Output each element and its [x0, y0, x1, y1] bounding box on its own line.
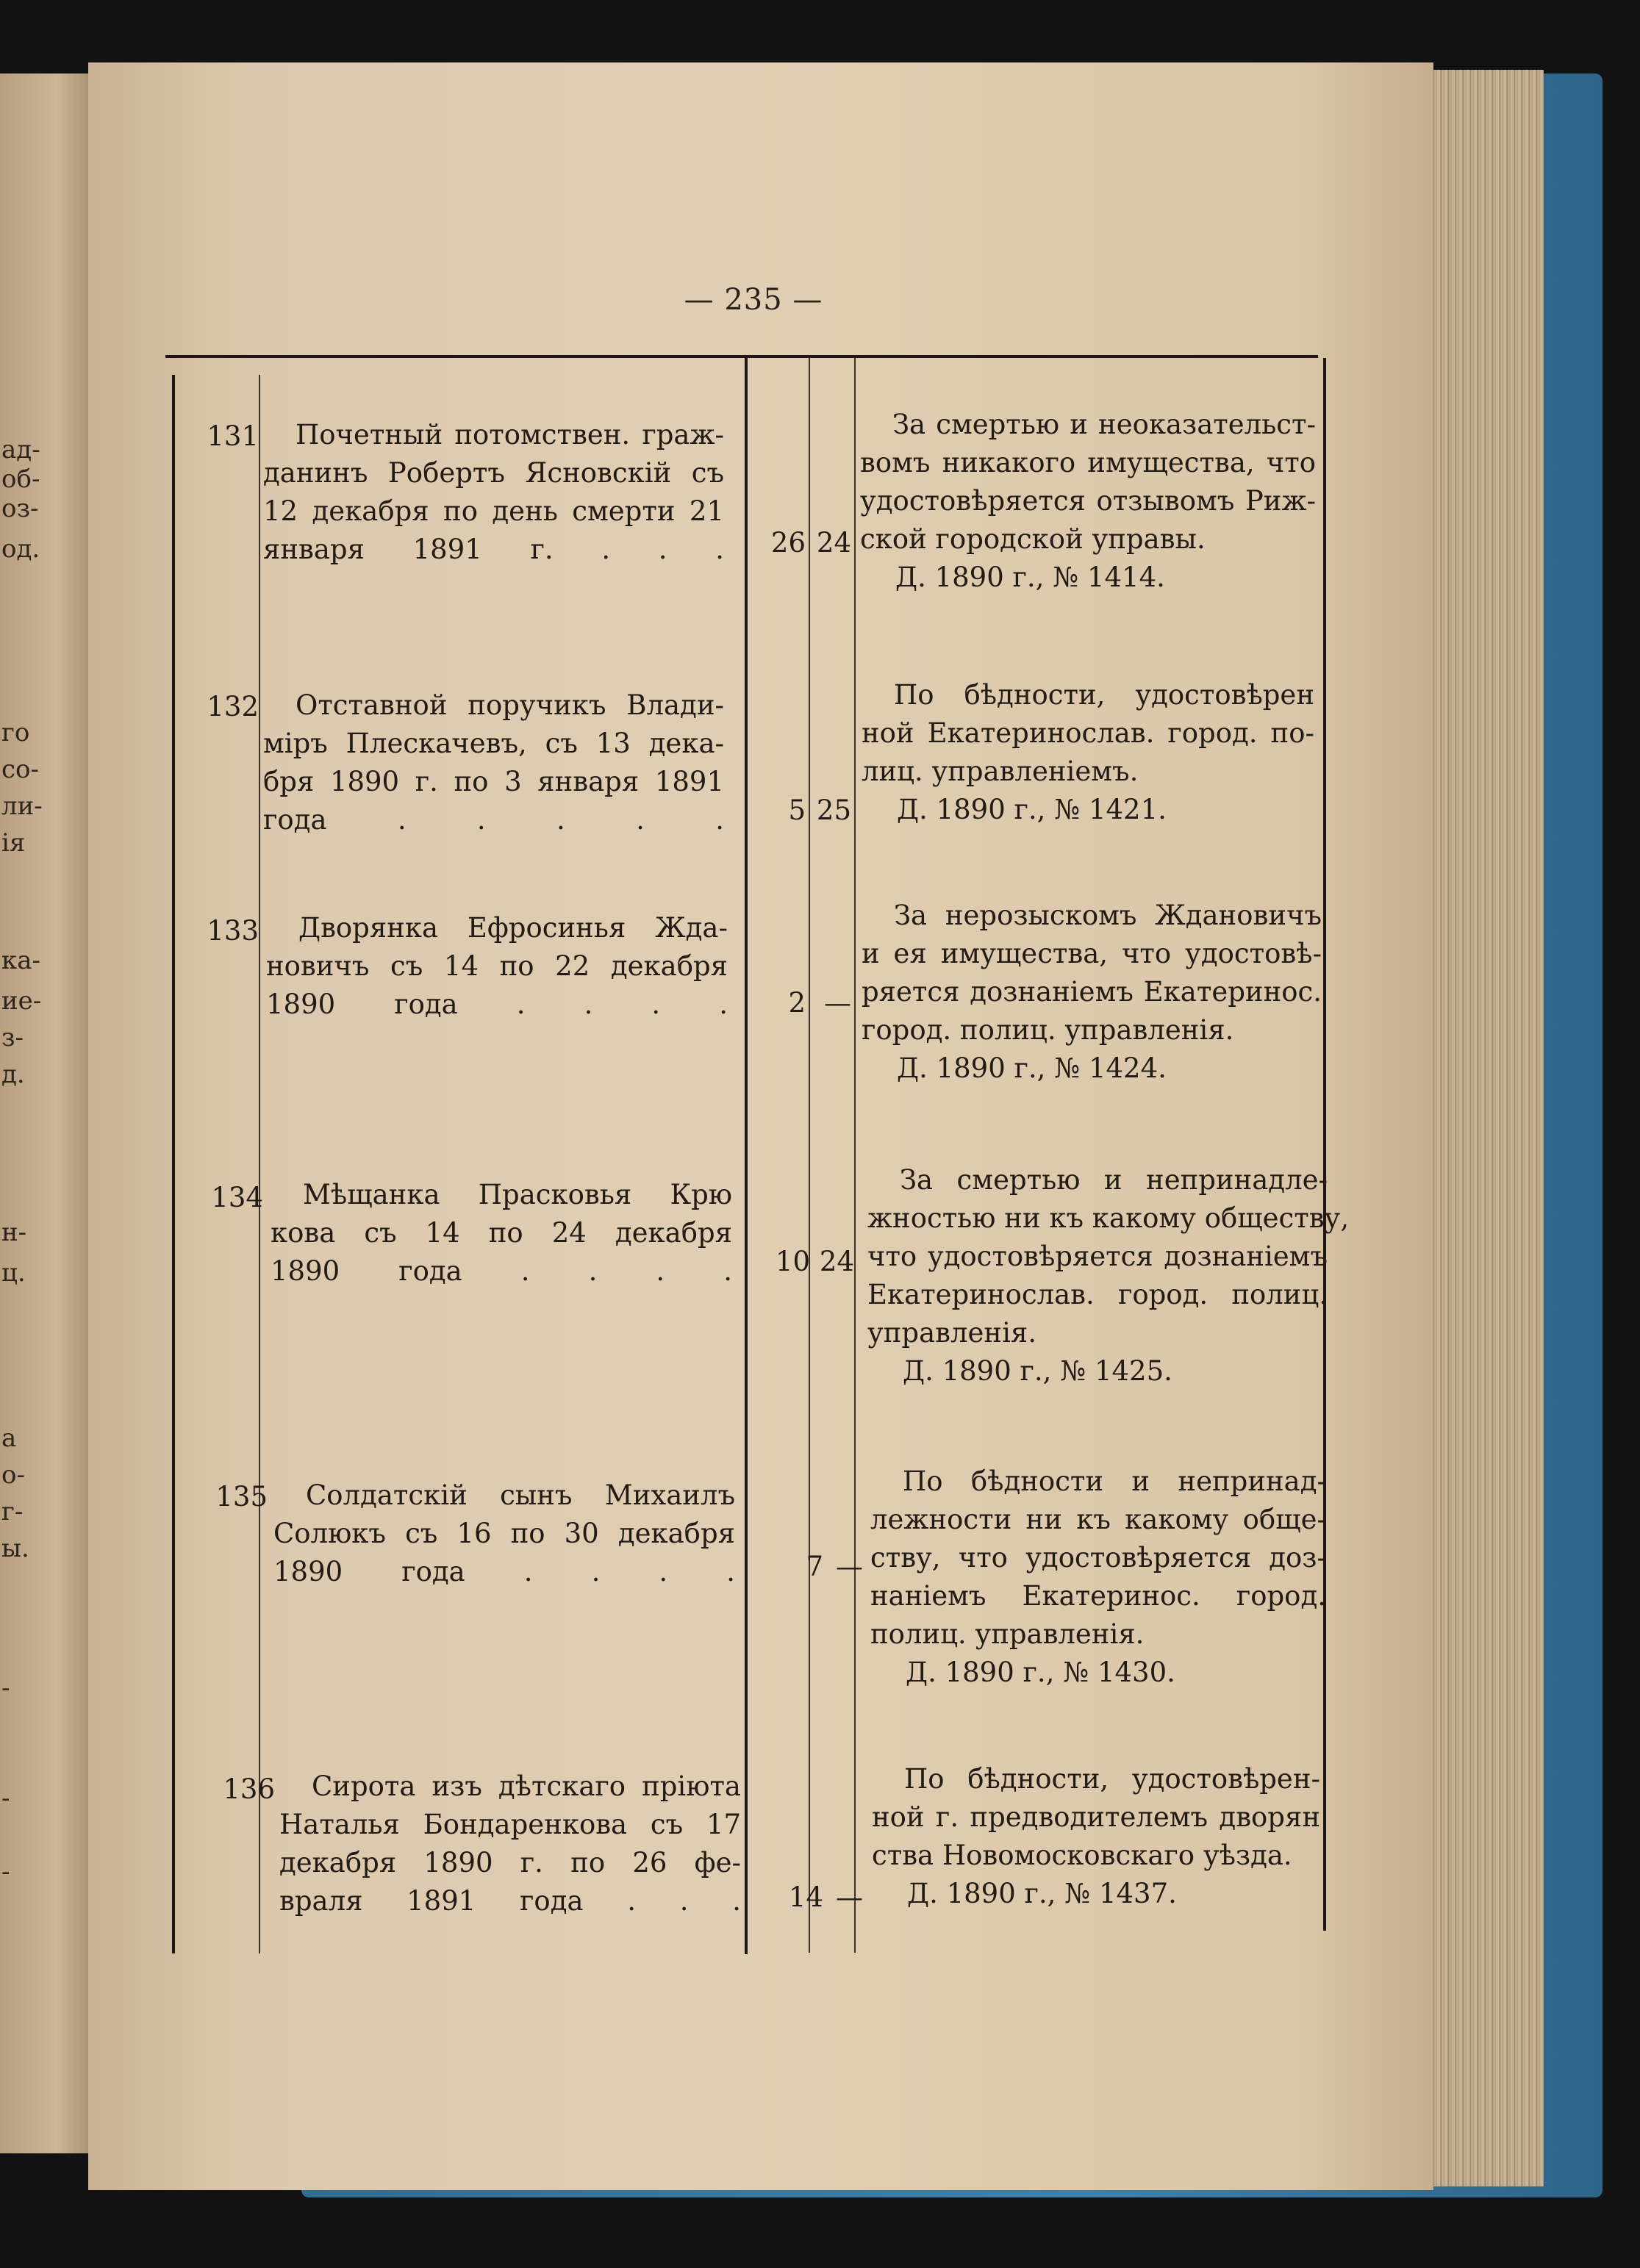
- entry-line: Мѣщанка Прасковья Крю: [303, 1179, 732, 1210]
- fragment: со-: [1, 755, 39, 784]
- kopecks-amount: 24: [816, 527, 851, 559]
- fragment: -: [1, 1857, 10, 1887]
- entry-line: город. полиц. управленія.: [862, 1014, 1234, 1046]
- fragment: з-: [1, 1023, 24, 1052]
- fragment: ли-: [1, 792, 43, 821]
- entry-line: ству, что удостовѣряется доз-: [870, 1542, 1326, 1573]
- entry-line: ства Новомосковскаго уѣзда.: [872, 1840, 1292, 1871]
- entry-number: 134: [211, 1182, 263, 1213]
- entry-line: міръ Плескачевъ, съ 13 дека-: [263, 728, 724, 759]
- fragment: ад-: [1, 435, 40, 464]
- entry-line: 1890 года . . . .: [266, 988, 728, 1020]
- fragment: о-: [1, 1460, 25, 1490]
- entry-131: [263, 416, 724, 569]
- entry-line: удостовѣряется отзывомъ Риж-: [860, 485, 1316, 517]
- entry-135: [273, 1476, 735, 1591]
- entry-line: За смертью и непринадле-: [900, 1164, 1328, 1196]
- rubles-amount: 2: [788, 987, 806, 1019]
- fragment: ы.: [1, 1534, 29, 1563]
- entry-line: 1890 года . . . .: [273, 1556, 735, 1587]
- kopecks-column-divider: [854, 358, 856, 1953]
- right-entry-3: [862, 897, 1322, 1088]
- entry-line: Наталья Бондаренкова съ 17: [279, 1809, 741, 1840]
- rubles-amount: 5: [788, 794, 806, 826]
- entry-number: 132: [207, 691, 259, 722]
- table-top-rule: [165, 355, 1318, 358]
- entry-line: ской городской управы.: [860, 523, 1206, 555]
- rubles-amount: 10: [775, 1246, 810, 1277]
- rubles-amount: 26: [770, 527, 806, 559]
- entry-line: Почетный потомствен. граж-: [296, 419, 724, 451]
- kopecks-amount: —: [824, 987, 851, 1019]
- entry-line: 12 декабря по день смерти 21: [263, 495, 724, 527]
- table-right-border: [1323, 358, 1326, 1931]
- fragment: а: [1, 1424, 17, 1453]
- entry-line: кова съ 14 по 24 декабря: [271, 1217, 732, 1249]
- entry-line: наніемъ Екатеринос. город.: [870, 1580, 1326, 1612]
- entry-line: Отставной поручикъ Влади-: [296, 689, 724, 721]
- fragment: н-: [1, 1218, 27, 1247]
- entry-132: [263, 686, 724, 839]
- entry-line: По бѣдности, удостовѣрен: [894, 679, 1314, 711]
- entry-line: и ея имущества, что удостовѣ-: [862, 938, 1322, 969]
- fragment: ка-: [1, 946, 41, 975]
- document-reference: Д. 1890 г., № 1424.: [897, 1052, 1167, 1084]
- right-entry-5: [870, 1463, 1326, 1692]
- entry-number: 133: [207, 915, 259, 947]
- entry-line: что удостовѣряется дознаніемъ: [867, 1241, 1328, 1272]
- entry-line: данинъ Робертъ Ясновскій съ: [263, 457, 724, 489]
- entry-line: лиц. управленіемъ.: [862, 756, 1139, 787]
- kopecks-amount: 24: [819, 1246, 854, 1277]
- fragment: ц.: [1, 1258, 26, 1288]
- entry-136: [279, 1768, 741, 1920]
- entry-line: вомъ никакого имущества, что: [860, 447, 1316, 478]
- entry-line: полиц. управленія.: [870, 1618, 1145, 1650]
- entry-line: ной г. предводителемъ дворян: [872, 1801, 1320, 1833]
- entry-133: [266, 909, 728, 1024]
- entry-line: бря 1890 г. по 3 января 1891: [263, 766, 724, 797]
- fragment: -: [1, 1673, 10, 1703]
- left-page-edge: [0, 73, 94, 2153]
- document-reference: Д. 1890 г., № 1430.: [906, 1657, 1175, 1688]
- page-edges: [1422, 70, 1544, 2186]
- rubles-amount: 7: [806, 1551, 823, 1582]
- entry-line: Сирота изъ дѣтскаго пріюта: [312, 1770, 741, 1802]
- right-entry-4: [867, 1161, 1350, 1390]
- column-divider: [745, 358, 748, 1954]
- right-entry-6: [872, 1760, 1320, 1913]
- entry-line: Солюкъ съ 16 по 30 декабря: [273, 1518, 735, 1549]
- fragment: г-: [1, 1497, 24, 1526]
- table-left-border: [172, 375, 175, 1953]
- fragment: -: [1, 1784, 10, 1813]
- page-number-text: — 235 —: [684, 283, 823, 317]
- document-reference: Д. 1890 г., № 1414.: [895, 561, 1165, 593]
- entry-line: По бѣдности и непринад-: [903, 1465, 1326, 1497]
- entry-line: лежности ни къ какому обще-: [870, 1504, 1326, 1535]
- entry-line: Дворянка Ефросинья Жда-: [298, 912, 728, 944]
- document-reference: Д. 1890 г., № 1421.: [897, 794, 1167, 825]
- entry-line: враля 1891 года . . .: [279, 1885, 741, 1917]
- entry-line: По бѣдности, удостовѣрен-: [904, 1763, 1320, 1795]
- entry-line: За смертью и неоказательст-: [892, 409, 1316, 440]
- fragment: ія: [1, 828, 26, 858]
- fragment: оз-: [1, 494, 39, 523]
- entry-line: ряется дознаніемъ Екатеринос.: [862, 976, 1322, 1008]
- entry-line: года . . . . .: [263, 804, 724, 836]
- document-reference: Д. 1890 г., № 1425.: [903, 1355, 1172, 1387]
- entry-line: Солдатскій сынъ Михаилъ: [306, 1479, 735, 1511]
- number-column-divider: [259, 375, 260, 1953]
- entry-line: января 1891 г. . . .: [263, 534, 724, 565]
- fragment: од.: [1, 534, 40, 564]
- right-entry-2: [862, 676, 1314, 829]
- fragment: го: [1, 718, 30, 747]
- entry-line: Екатеринослав. город. полиц.: [867, 1279, 1328, 1310]
- entry-line: жностью ни къ какому обществу,: [867, 1202, 1350, 1234]
- entry-number: 131: [207, 420, 259, 452]
- fragment: об-: [1, 464, 40, 494]
- entry-134: [271, 1176, 732, 1291]
- entry-line: ной Екатеринослав. город. по-: [862, 717, 1314, 749]
- rubles-column-divider: [809, 358, 810, 1953]
- entry-line: 1890 года . . . .: [271, 1255, 732, 1287]
- kopecks-amount: —: [836, 1881, 863, 1913]
- entry-line: декабря 1890 г. по 26 фе-: [279, 1847, 741, 1878]
- kopecks-amount: —: [836, 1551, 863, 1582]
- kopecks-amount: 25: [816, 794, 851, 826]
- entry-line: новичъ съ 14 по 22 декабря: [266, 950, 728, 982]
- entry-number: 136: [223, 1773, 275, 1805]
- rubles-amount: 14: [788, 1881, 823, 1913]
- fragment: ие-: [1, 986, 42, 1016]
- fragment: д.: [1, 1060, 25, 1089]
- right-entry-1: [860, 406, 1316, 597]
- document-reference: Д. 1890 г., № 1437.: [907, 1878, 1177, 1909]
- entry-line: управленія.: [867, 1317, 1037, 1349]
- entry-number: 135: [215, 1481, 268, 1512]
- entry-line: За нерозыскомъ Ждановичъ: [894, 900, 1322, 931]
